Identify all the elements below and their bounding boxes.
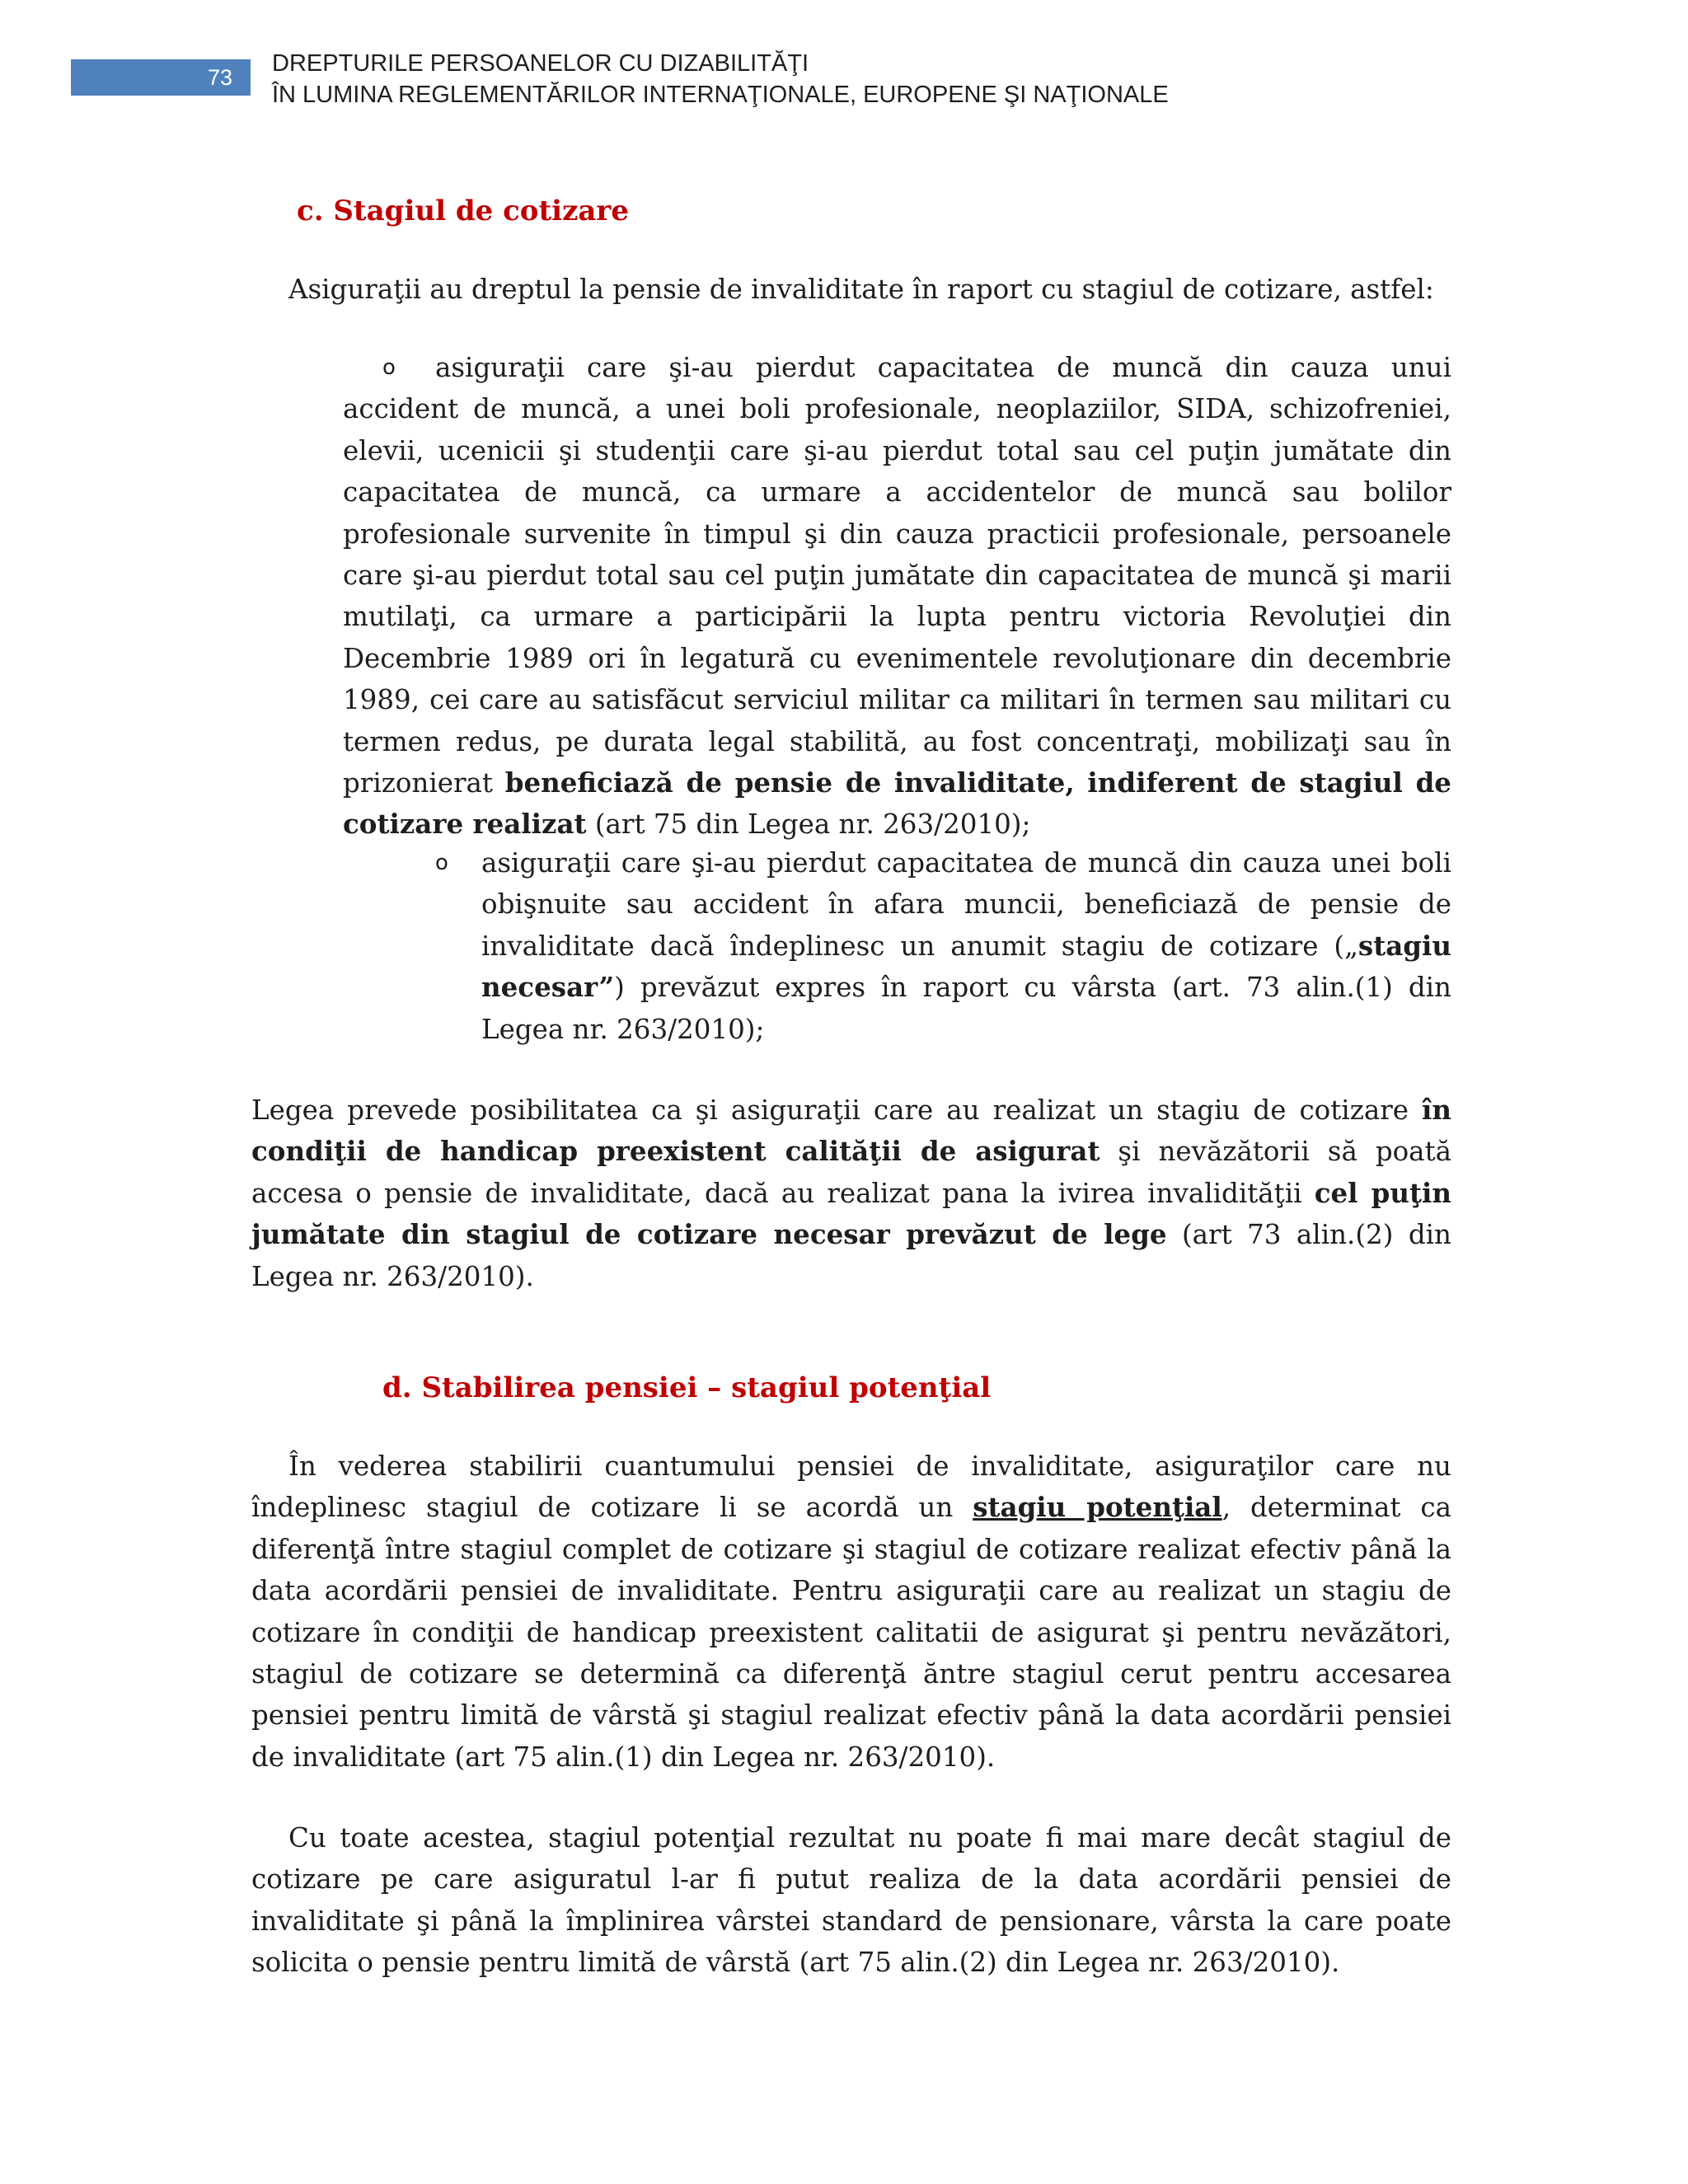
section-c-para-t1: Legea prevede posibilitatea ca şi asiguraţii care au realizat un stagiu de cotizare [251,1094,1423,1126]
section-c-para-t3: (art 73 alin.(2) din Legea nr. 263/2010). [251,1219,1451,1292]
section-c-para-b1: în condiţii de handicap preexistent calităţii de asigurat [251,1094,1451,1168]
section-c-paragraph [251,1090,1451,1297]
bullet-1-bold: beneficiază de pensie de invaliditate, indiferent de stagiul de cotizare realizat [343,766,1451,841]
section-c-para-b2: cel puţin jumătate din stagiul de cotizare necesar prevăzut de lege [251,1176,1452,1251]
running-header-line-1: DREPTURILE PERSOANELOR CU DIZABILITĂŢI [272,50,809,77]
section-c-heading: c. Stagiul de cotizare [297,194,629,227]
bullet-item-2 [435,842,1451,1050]
page-number: 73 [71,59,251,96]
bullet-2-after: ) prevăzut expres în raport cu vârsta (art. 73 alin.(1) din Legea nr. 263/2010); [481,972,1451,1045]
bullet-marker-1: o [382,355,396,380]
bullet-1-text: asiguraţii care şi-au pierdut capacitatea de muncă din cauza unui accident de muncă, a unei boli profesionale, neoplaziilor, SIDA, schizofreniei, elevii, ucenicii şi studenţii care şi-au pierdut total sau cel puţin jumătate din capacitatea de muncă, ca urmare a accidentelor de muncă sau bolilor profesionale survenite în timpul şi din cauza practicii profesionale, persoanele care şi-au pierdut total sau cel puţin jumătate din capacitatea de muncă şi marii mutilaţi, ca urmare a participării la lupta pentru victoria Revoluţiei din Decembrie 1989 ori în legatură cu evenimentele revoluţionare din decembrie 1989, cei care au satisfăcut serviciul militar ca militari în termen sau militari cu termen redus, pe durata legal stabilită, au fost concentraţi, mobilizaţi sau în prizonierat [343,352,1451,799]
bullet-2-bold: stagiu necesar” [481,929,1451,1004]
section-d-heading: d. Stabilirea pensiei – stagiul potenţial [382,1371,992,1404]
running-header [272,48,1169,110]
bullet-item-1 [343,347,1451,846]
section-c-intro: Asiguraţii au dreptul la pensie de invaliditate în raport cu stagiul de cotizare, astfel: [288,274,1434,305]
section-d-para1-t1: În vederea stabilirii cuantumului pensiei de invaliditate, asiguraţilor care nu îndeplinesc stagiul de cotizare li se acordă un [251,1451,1451,1524]
section-d-para1-t2: , determinat ca diferenţă între stagiul complet de cotizare şi stagiul de cotizare realizat efectiv până la data acordării pensiei de invaliditate. Pentru asiguraţii care au realizat un stagiu de cotizare în condiţii de handicap preexistent calitatii de asigurat şi pentru nevăzători, stagiul de cotizare se determină ca diferenţă ăntre stagiul cerut pentru accesarea pensiei pentru limită de vârstă şi stagiul realizat efectiv până la data acordării pensiei de invaliditate (art 75 alin.(1) din Legea nr. 263/2010). [251,1492,1451,1773]
running-header-line-2: ÎN LUMINA REGLEMENTĂRILOR INTERNAŢIONALE, EUROPENE ŞI NAŢIONALE [272,82,1169,108]
bullet-1-after: (art 75 din Legea nr. 263/2010); [586,808,1031,841]
stagiu-potential-term: stagiu potenţial [973,1491,1222,1524]
bullet-marker-2: o [435,851,448,875]
section-d-paragraph-1 [251,1446,1451,1778]
section-c-para-t2: şi nevăzătorii să poată accesa o pensie de invaliditate, dacă au realizat pana la ivirea invalidităţii [251,1136,1451,1209]
bullet-2-text: asiguraţii care şi-au pierdut capacitatea de muncă din cauza unei boli obişnuite sau accident în afara muncii, beneficiază de pensie de invaliditate dacă îndeplinesc un anumit stagiu de cotizare („ [481,847,1451,962]
section-d-paragraph-2: Cu toate acestea, stagiul potenţial rezultat nu poate fi mai mare decât stagiul de cotizare pe care asiguratul l-ar fi putut realiza de la data acordării pensiei de invaliditate şi până la împlinirea vârstei standard de pensionare, vârsta la care poate solicita o pensie pentru limită de vârstă (art 75 alin.(2) din Legea nr. 263/2010). [251,1822,1451,1979]
